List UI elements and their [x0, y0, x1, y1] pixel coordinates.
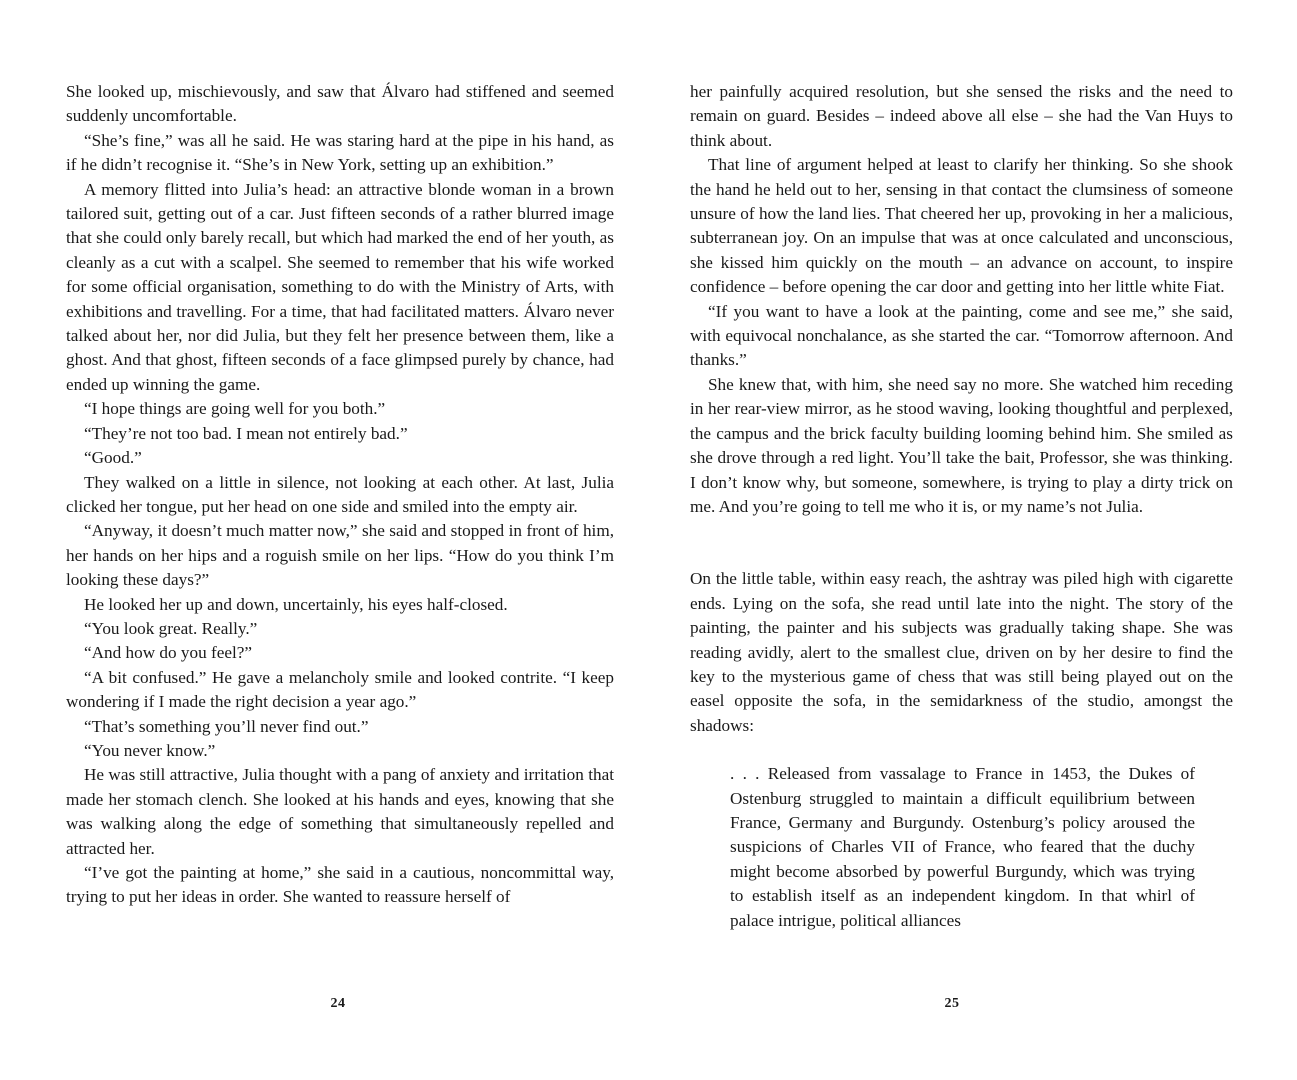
- paragraph: “You look great. Really.”: [84, 618, 258, 638]
- paragraph: “You never know.”: [84, 740, 216, 760]
- paragraph: She looked up, mischievously, and saw that Álvaro had stiffened and seemed suddenly uncomfortable.: [66, 82, 614, 126]
- paragraph: “That’s something you’ll never find out.”: [84, 716, 369, 736]
- block-quote: . . . Released from vassalage to France in 1453, the Dukes of Ostenburg struggled to maintain a difficult equilibrium between France, Germany and Burgundy. Ostenburg’s policy aroused the suspicions of Charles VII of France, who feared that the duchy might become absorbed by powerful Burgundy, which was trying to establish itself as an independent kingdom. In that whirl of palace intrigue, political alliances: [730, 764, 1195, 930]
- paragraph: They walked on a little in silence, not looking at each other. At last, Julia clicked her tongue, put her head on one side and smiled into the empty air.: [66, 472, 614, 516]
- paragraph: He was still attractive, Julia thought with a pang of anxiety and irritation that made her stomach clench. She looked at his hands and eyes, knowing that she was walking along the edge of something that simultaneously repelled and attracted her.: [66, 765, 614, 858]
- paragraph: He looked her up and down, uncertainly, his eyes half-closed.: [84, 594, 508, 614]
- paragraph: “Good.”: [84, 448, 142, 468]
- paragraph: “I hope things are going well for you both.”: [84, 399, 386, 419]
- page-number: 25: [944, 996, 960, 1011]
- page-number: 24: [330, 996, 346, 1011]
- paragraph: A memory flitted into Julia’s head: an attractive blonde woman in a brown tailored suit, getting out of a car. Just fifteen seconds of a rather blurred image that she could only barely recall, but which had marked the end of her youth, as cleanly as a cut with a scalpel. She seemed to remember that his wife worked for some official organisation, something to do with the Ministry of Arts, with exhibitions and travelling. For a time, that had facilitated matters. Álvaro never talked about her, nor did Julia, but they felt her presence between them, like a ghost. And that ghost, fifteen seconds of a face glimpsed purely by chance, had ended up winning the game.: [66, 179, 614, 394]
- paragraph: On the little table, within easy reach, the ashtray was piled high with cigarette ends. Lying on the sofa, she read until late into the night. The story of the painting, the painter and his subjects was gradually taking shape. She was reading avidly, alert to the smallest clue, driven on by her desire to find the key to the mysterious game of chess that was still being played out on the easel opposite the sofa, in the semidarkness of the studio, amongst the shadows:: [690, 569, 1233, 735]
- paragraph: That line of argument helped at least to clarify her thinking. So she shook the hand he held out to her, sensing in that contact the clumsiness of someone unsure of how the land lies. That cheered her up, provoking in her a malicious, subterranean joy. On an impulse that was at once calculated and unconscious, she kissed him quickly on the mouth – an advance on account, to inspire confidence – before opening the car door and getting into her little white Fiat.: [690, 155, 1233, 297]
- paragraph: “They’re not too bad. I mean not entirely bad.”: [84, 423, 408, 443]
- right-page-text: [690, 80, 1233, 933]
- paragraph: “If you want to have a look at the painting, come and see me,” she said, with equivocal nonchalance, as she started the car. “Tomorrow afternoon. And thanks.”: [690, 301, 1233, 370]
- paragraph: her painfully acquired resolution, but she sensed the risks and the need to remain on guard. Besides – indeed above all else – she had the Van Huys to think about.: [690, 82, 1233, 150]
- right-page: [648, 0, 1297, 1080]
- paragraph: “Anyway, it doesn’t much matter now,” she said and stopped in front of him, her hands on her hips and a roguish smile on her lips. “How do you think I’m looking these days?”: [66, 521, 614, 590]
- paragraph: “A bit confused.” He gave a melancholy smile and looked contrite. “I keep wondering if I made the right decision a year ago.”: [66, 667, 614, 712]
- left-page: [0, 0, 648, 1080]
- paragraph: “And how do you feel?”: [84, 643, 252, 663]
- left-page-text: [66, 80, 614, 910]
- paragraph: She knew that, with him, she need say no more. She watched him receding in her rear-view mirror, as he stood waving, looking thoughtful and perplexed, the campus and the brick faculty building looming behind him. She smiled as she drove through a red light. You’ll take the bait, Professor, she was thinking. I don’t know why, but someone, somewhere, is trying to play a dirty trick on me. And you’re going to tell me who it is, or my name’s not Julia.: [690, 374, 1233, 516]
- paragraph: “She’s fine,” was all he said. He was staring hard at the pipe in his hand, as if he didn’t recognise it. “She’s in New York, setting up an exhibition.”: [66, 130, 614, 175]
- paragraph: “I’ve got the painting at home,” she said in a cautious, noncommittal way, trying to put her ideas in order. She wanted to reassure herself of: [66, 863, 614, 907]
